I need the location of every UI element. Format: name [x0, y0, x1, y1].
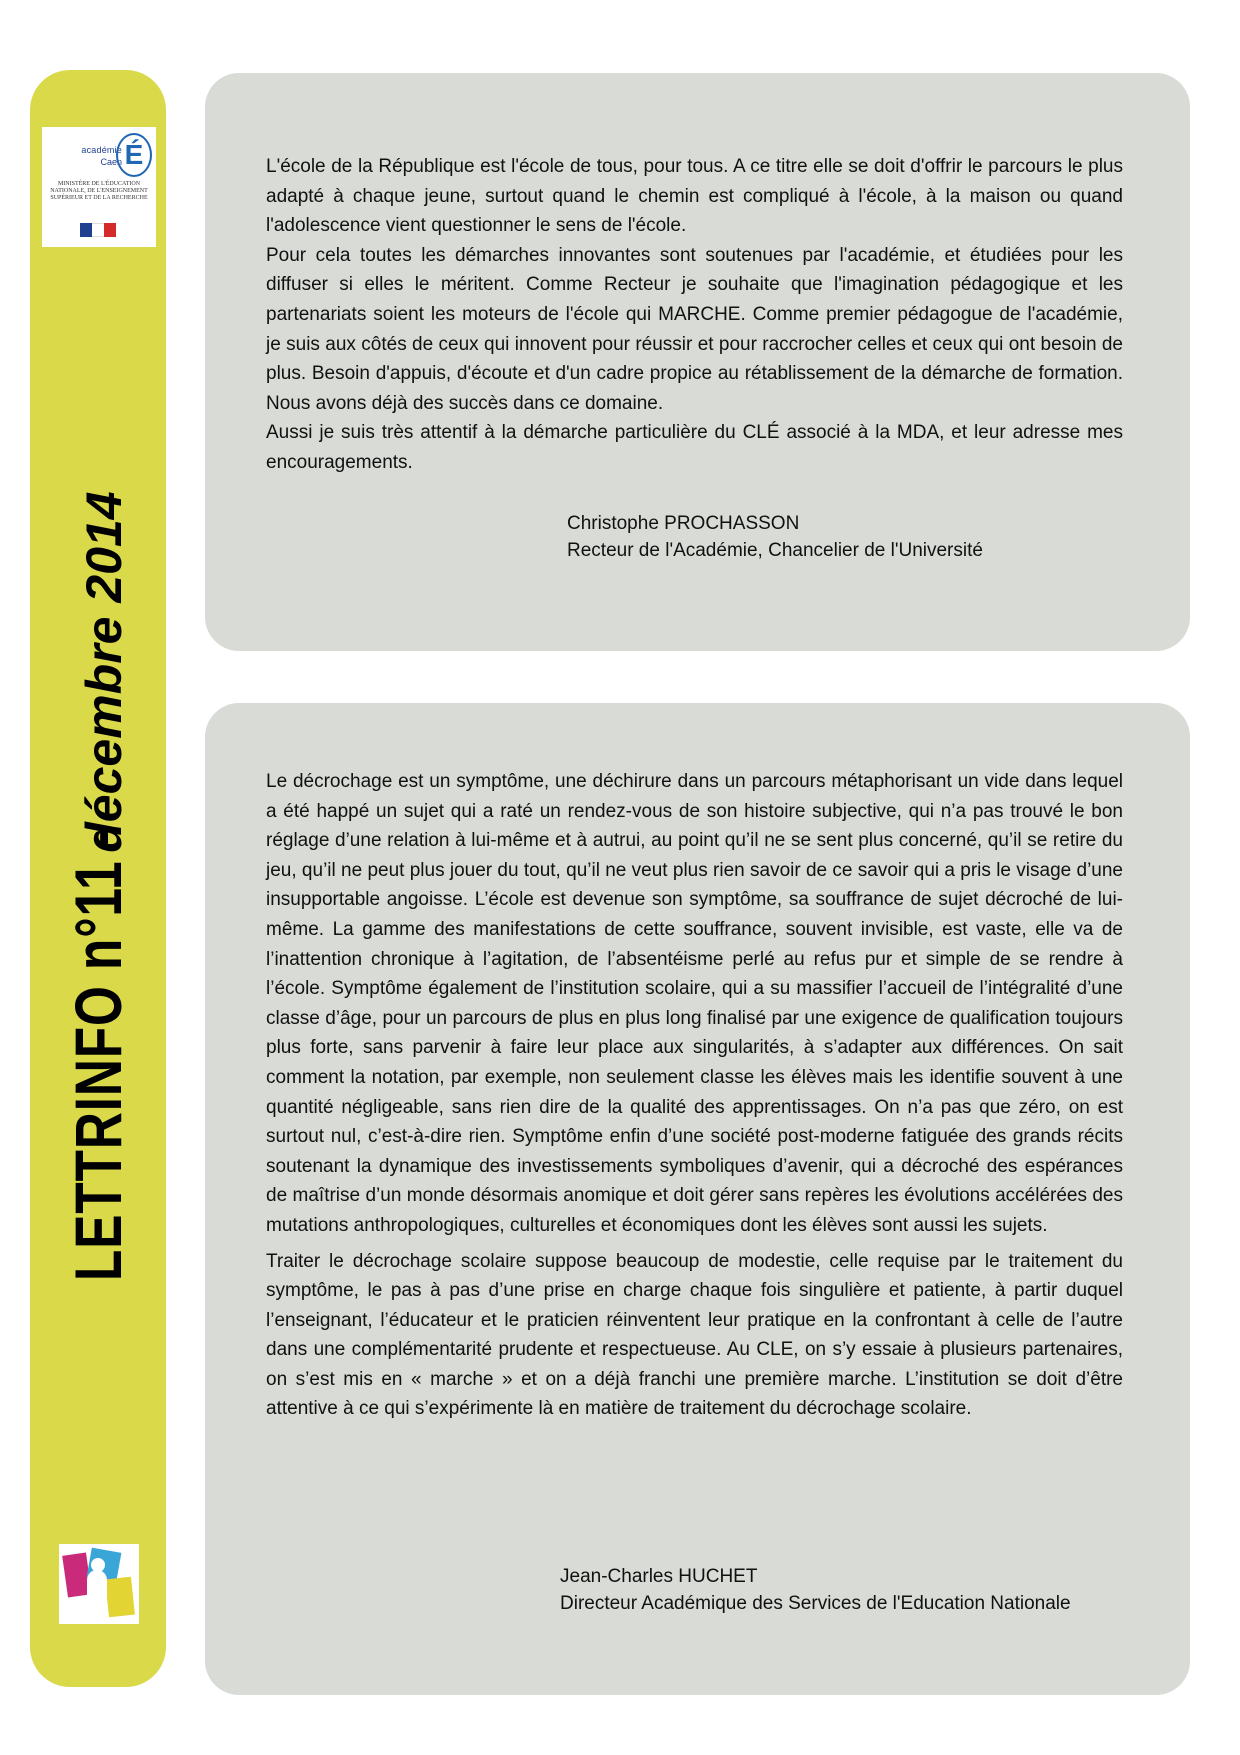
- paragraph: Pour cela toutes les démarches innovantes sont soutenues par l'académie, et étudiées pour les diffuser si elles le méritent. Comme Recteur je souhaite que l'imagination pédagogique et les partenariats soient les moteurs de l'école qui MARCHE. Comme premier pédagogue de l'académie, je suis aux côtés de ceux qui innovent pour réussir et pour raccrocher celles et ceux qui ont besoin de plus. Besoin d'appuis, d'écoute et d'un cadre propice au rétablissement de la démarche de formation. Nous avons déjà des succès dans ce domaine.: [266, 244, 1123, 414]
- signature-name: Jean-Charles HUCHET: [560, 1566, 758, 1587]
- editorial-text: [266, 152, 1123, 478]
- academy-logo-ministry: MINISTÈRE DE L'ÉDUCATION NATIONALE, DE L'ENSEIGNEMENT SUPÉRIEUR ET DE LA RECHERCHE: [50, 181, 148, 201]
- paragraph: L'école de la République est l'école de tous, pour tous. A ce titre elle se doit d'offrir le parcours le plus adapté à chaque jeune, surtout quand le chemin est compliqué à l'école, à la maison ou quand l'adolescence vient questionner le sens de l'école.: [266, 156, 1123, 237]
- newsletter-name: LETTRINFO n°11 -: [61, 827, 135, 1281]
- academy-logo-letter: É: [116, 133, 152, 177]
- editorial-text: [266, 767, 1123, 1424]
- signature-title: Recteur de l'Académie, Chancelier de l'Université: [567, 540, 983, 561]
- signature: [560, 1563, 1071, 1617]
- signature: [567, 510, 983, 564]
- editorial-panel-recteur: [205, 73, 1190, 651]
- paragraph: Le décrochage est un symptôme, une déchirure dans un parcours métaphorisant un vide dans lequel a été happé un sujet qui a raté un rendez-vous de son histoire subjective, qui n’a pas trouvé le bon réglage d’une relation à lui-même et à autrui, au point qu’il ne se sent plus concerné, qu’il se retire du jeu, qu’il ne peut plus jouer du tout, qu’il ne veut plus rien savoir de ce savoir qui a pris le visage d’une insupportable angoisse. L’école est devenue son symptôme, sa souffrance de sujet décroché de lui-même. La gamme des manifestations de cette souffrance, souvent invisible, est vaste, elle va de l’inattention chronique à l’agitation, de l’absentéisme perlé au refus pur et simple de se rendre à l’école. Symptôme également de l’institution scolaire, qui a su massifier l’accueil de l’intégralité d’une classe d’âge, pour un parcours de plus en plus long finalisé par une exigence de qualification toujours plus forte, sans parvenir à faire leur place aux singularités, à s’adapter aux différences. On sait comment la notation, par exemple, non seulement classe les élèves mais les identifie souvent à une quantité négligeable, sans rien dire de la qualité des apprentissages. On n’a pas que zéro, on est surtout nul, c’est-à-dire rien. Symptôme enfin d’une société post-moderne fatiguée des grands récits soutenant la dynamique des investissements symboliques d’avenir, qui a décroché des espérances de maîtrise d’un monde désormais anomique et doit gérer sans repères les évolutions accélérées des mutations anthropologiques, culturelles et économiques dont les élèves sont aussi les sujets.: [266, 771, 1123, 1236]
- paragraph: Traiter le décrochage scolaire suppose beaucoup de modestie, celle requise par le traitement du symptôme, le pas à pas d’une prise en charge chaque fois singulière et patiente, à partir duquel l’enseignant, l’éducateur et le praticien réinventent leur pratique en la confrontant à celle de l’autre dans une complémentarité prudente et respectueuse. Au CLE, on s’y essaie à plusieurs partenaires, on s’est mis en « marche » et on a déjà franchi une première marche. L’institution se doit d’être attentive à ce qui s’expérimente là en matière de traitement du décrochage scolaire.: [266, 1250, 1123, 1420]
- paragraph: Aussi je suis très attentif à la démarche particulière du CLÉ associé à la MDA, et leur adresse mes encouragements.: [266, 422, 1123, 473]
- sidebar-band: [30, 70, 166, 1687]
- academy-logo: [42, 127, 156, 247]
- mda-logo-icon: [59, 1544, 139, 1624]
- newsletter-date: décembre 2014: [76, 491, 132, 853]
- academy-logo-city: Caen: [100, 157, 122, 167]
- academy-logo-word: académie: [81, 145, 122, 155]
- french-flag-icon: [80, 223, 116, 237]
- signature-title: Directeur Académique des Services de l'Education Nationale: [560, 1593, 1071, 1614]
- newsletter-title: [63, 450, 133, 1450]
- signature-name: Christophe PROCHASSON: [567, 513, 800, 534]
- editorial-panel-dasen: [205, 703, 1190, 1695]
